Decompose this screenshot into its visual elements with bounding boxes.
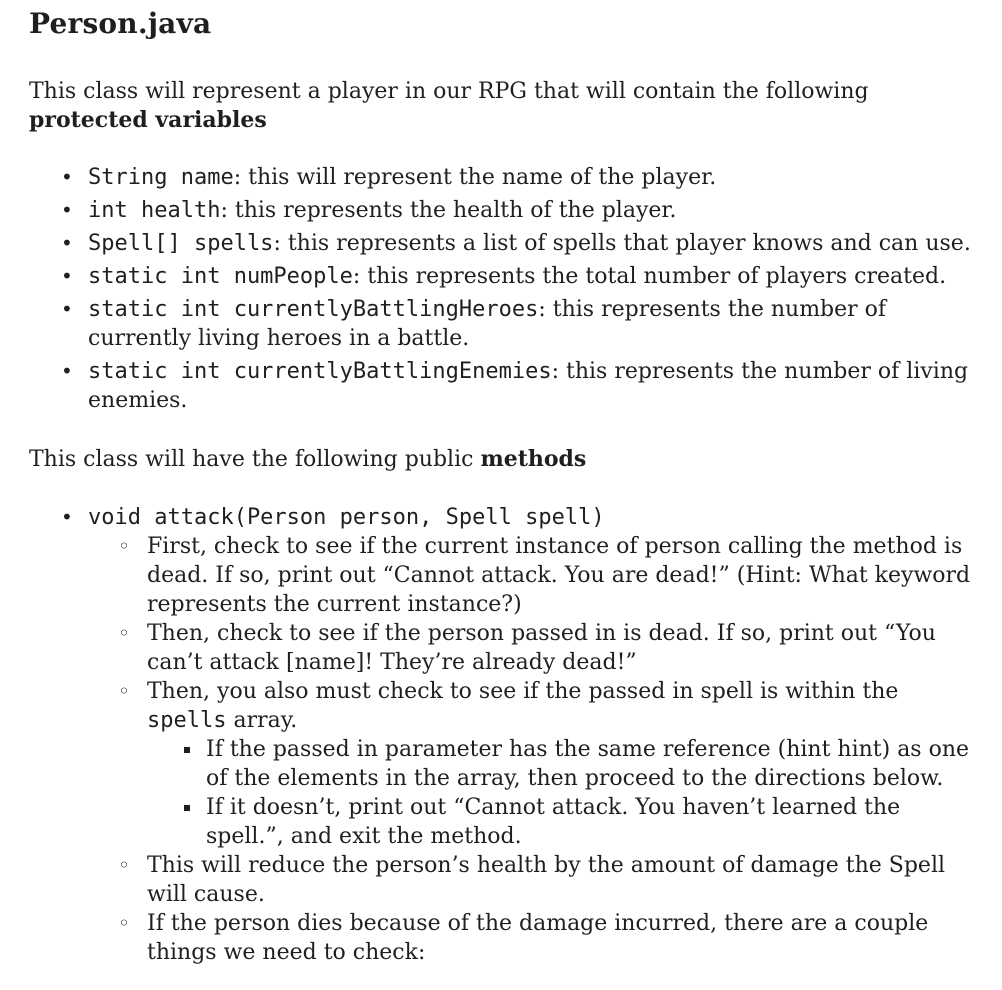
intro-bold: protected variables bbox=[29, 107, 267, 133]
variable-desc: : this represents the health of the player. bbox=[220, 198, 677, 223]
list-item bbox=[29, 295, 979, 353]
methods-intro-text: This class will have the following public bbox=[29, 447, 481, 472]
page-title: Person.java bbox=[29, 7, 212, 40]
intro-text: This class will represent a player in our RPG that will contain the following bbox=[29, 79, 869, 104]
intro-paragraph bbox=[29, 77, 979, 135]
list-item bbox=[29, 163, 979, 192]
variable-desc: : this represents a list of spells that player knows and can use. bbox=[273, 231, 971, 256]
variable-code: static int currentlyBattlingEnemies bbox=[88, 359, 552, 384]
method-steps bbox=[88, 532, 979, 967]
variable-code: Spell[] spells bbox=[88, 231, 274, 256]
variable-desc: : this represents the number of living enemies. bbox=[88, 359, 969, 413]
variable-code: static int currentlyBattlingHeroes bbox=[88, 297, 539, 322]
step-text: Then, you also must check to see if the passed in spell is within the bbox=[147, 679, 899, 704]
list-item bbox=[29, 196, 979, 225]
substep-item: If it doesn’t, print out “Cannot attack. You haven’t learned the spell.”, and exit the method. bbox=[147, 793, 979, 851]
methods-intro-bold: methods bbox=[480, 446, 587, 472]
step-item: ◦ If the person dies because of the damage incurred, there are a couple things we need to check: bbox=[88, 909, 979, 967]
variable-desc: : this will represent the name of the player. bbox=[233, 165, 717, 190]
methods-paragraph bbox=[29, 445, 979, 474]
step-code: spells bbox=[147, 708, 227, 733]
variables-list bbox=[29, 163, 979, 415]
step-text-after: array. bbox=[226, 708, 298, 733]
substeps bbox=[147, 735, 979, 851]
list-item bbox=[29, 229, 979, 258]
substep-item: If the passed in parameter has the same reference (hint hint) as one of the elements in the array, then proceed to the directions below. bbox=[147, 735, 979, 793]
variable-desc: : this represents the total number of players created. bbox=[352, 264, 947, 289]
variable-code: int health bbox=[88, 198, 221, 223]
variable-desc: : this represents the number of currently living heroes in a battle. bbox=[88, 297, 887, 351]
step-item: ◦ This will reduce the person’s health by the amount of damage the Spell will cause. bbox=[88, 851, 979, 909]
method-item bbox=[29, 503, 979, 967]
variable-code: static int numPeople bbox=[88, 264, 353, 289]
step-item: ◦ Then, check to see if the person passed in is dead. If so, print out “You can’t attack [name]! They’re already dead!” bbox=[88, 619, 979, 677]
list-item bbox=[29, 357, 979, 415]
document-page bbox=[29, 6, 979, 967]
variable-code: String name bbox=[88, 165, 234, 190]
step-item: ◦ First, check to see if the current instance of person calling the method is dead. If so, print out “Cannot attack. You are dead!” (Hint: What keyword represents the current instance?) bbox=[88, 532, 979, 619]
list-item bbox=[29, 262, 979, 291]
method-signature: • void attack(Person person, Spell spell) bbox=[88, 505, 605, 530]
methods-list bbox=[29, 503, 979, 967]
step-item bbox=[88, 677, 979, 851]
